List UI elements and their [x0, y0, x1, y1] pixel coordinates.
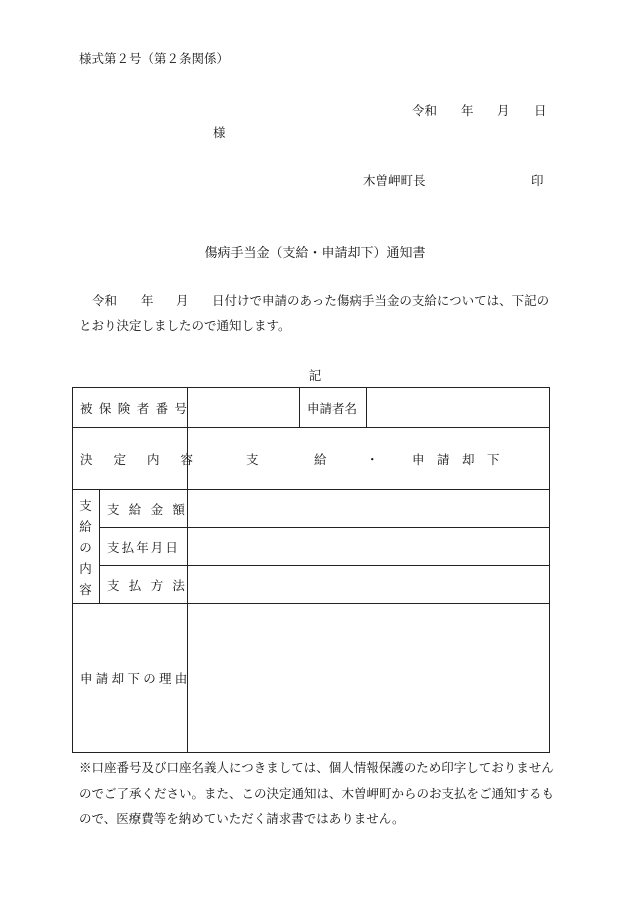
insured-number-field[interactable]: [188, 388, 299, 427]
option-kyu[interactable]: 給: [314, 451, 327, 467]
body-text-line-1: [0, 295, 630, 309]
payment-group-char: の: [79, 540, 92, 555]
date-day: 日: [534, 103, 547, 118]
note-line-3: ので、医療費等を納めていただく請求書ではありません。: [79, 811, 405, 826]
payment-method-field[interactable]: [188, 566, 549, 603]
insured-number-label: [80, 387, 194, 428]
payment-amount-label: [107, 490, 194, 527]
payment-method-label: [107, 566, 194, 603]
table-rule: [299, 387, 300, 428]
date-month: 月: [497, 103, 510, 118]
decision-options: [188, 428, 549, 489]
issuer-name: 木曽岬町長: [363, 173, 426, 188]
payment-date-label-text: 支払年月日: [107, 539, 181, 555]
rejection-reason-label-text: 申請却下の理由: [80, 671, 191, 686]
seal-mark: 印: [531, 173, 544, 188]
note-line-2: のでご了承ください。また、この決定通知は、木曽岬町からのお支払をご通知するも: [79, 786, 555, 801]
ki-heading: 記: [308, 368, 322, 383]
option-separator: ・: [366, 451, 379, 467]
form-number: 様式第２号（第２条関係）: [79, 51, 230, 66]
body-era: 令和: [92, 293, 118, 308]
payment-amount-label-text: 支給金額: [107, 501, 195, 517]
document-title: 傷病手当金（支給・申請却下）通知書: [204, 246, 426, 261]
date-year: 年: [461, 103, 474, 118]
insured-number-label-text: 被保険者番号: [80, 400, 194, 416]
date-era: 令和: [412, 103, 438, 118]
payment-group-label: [73, 491, 98, 603]
applicant-name-label-text: 申請者名: [307, 400, 358, 416]
payment-group-char: 支: [79, 498, 92, 513]
body-text-line-2: とおり決定しましたので通知します。: [79, 318, 291, 333]
body-year: 年: [141, 293, 154, 308]
payment-amount-field[interactable]: [188, 490, 549, 527]
applicant-name-label: [307, 387, 357, 428]
payment-date-label: [107, 528, 180, 565]
option-shi[interactable]: 支: [246, 451, 259, 467]
addressee-suffix: 様: [213, 125, 226, 140]
payment-group-char: 内: [79, 561, 92, 576]
applicant-name-field[interactable]: [367, 388, 549, 427]
rejection-reason-field[interactable]: [188, 604, 549, 752]
payment-group-char: 給: [79, 519, 92, 534]
note-line-1: ※口座番号及び口座名義人につきましては、個人情報保護のため印字しておりません: [79, 760, 554, 775]
rejection-reason-label: [80, 604, 191, 752]
body-month: 月: [176, 293, 189, 308]
payment-date-field[interactable]: [188, 528, 549, 565]
body-text: 日付けで申請のあった傷病手当金の支給については、下記の: [212, 293, 550, 308]
payment-method-label-text: 支払方法: [107, 577, 195, 593]
table-rule: [99, 489, 100, 604]
option-rejection[interactable]: 申請却下: [412, 451, 513, 467]
decision-label-text: 決定内容: [80, 451, 215, 467]
payment-group-char: 容: [79, 582, 92, 597]
